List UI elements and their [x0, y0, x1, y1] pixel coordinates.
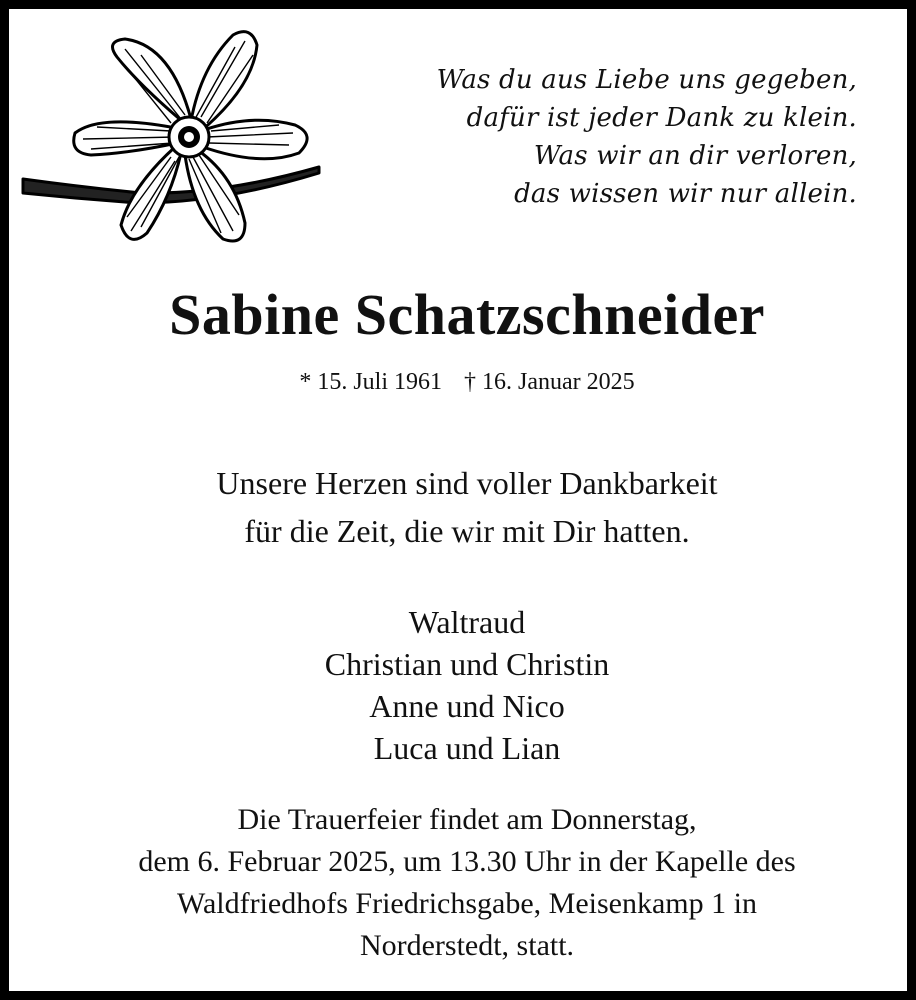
poem-line: Was du aus Liebe uns gegeben,	[436, 65, 857, 95]
poem-line: Was wir an dir verloren,	[533, 141, 857, 171]
family-names	[9, 601, 916, 769]
life-dates	[9, 369, 916, 396]
poem	[387, 61, 857, 213]
funeral-notice	[9, 799, 916, 967]
death-date: † 16. Januar 2025	[464, 369, 635, 395]
birth-date: * 15. Juli 1961	[299, 369, 443, 395]
flower-icon	[21, 27, 323, 249]
gratitude-text	[9, 459, 916, 555]
family-name: Luca und Lian	[373, 730, 561, 766]
gratitude-line: Unsere Herzen sind voller Dankbarkeit	[216, 465, 718, 501]
funeral-line: dem 6. Februar 2025, um 13.30 Uhr in der Kapelle des	[138, 845, 796, 878]
funeral-line: Norderstedt, statt.	[359, 929, 575, 962]
family-name: Anne und Nico	[369, 688, 565, 724]
poem-line: dafür ist jeder Dank zu klein.	[466, 103, 857, 133]
family-name: Christian und Christin	[324, 646, 610, 682]
funeral-line: Waldfriedhofs Friedrichsgabe, Meisenkamp 1 in	[177, 887, 757, 920]
funeral-line: Die Trauerfeier findet am Donnerstag,	[237, 803, 697, 836]
deceased-name: Sabine Schatzschneider	[169, 282, 765, 347]
poem-line: das wissen wir nur allein.	[514, 179, 857, 209]
family-name: Waltraud	[408, 604, 526, 640]
gratitude-line: für die Zeit, die wir mit Dir hatten.	[244, 513, 690, 549]
